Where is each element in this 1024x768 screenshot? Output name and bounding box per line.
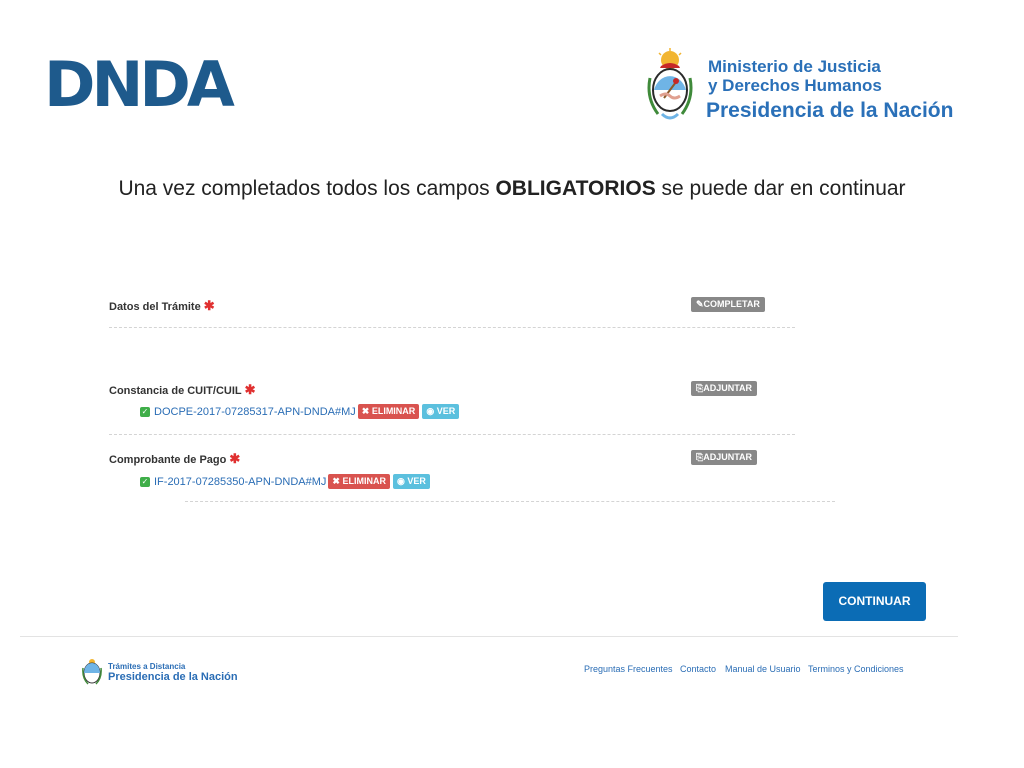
footer-logo[interactable] [82,658,242,688]
section-divider [185,501,835,502]
eye-icon: ◉ [396,476,405,487]
section-label-text: Datos del Trámite [109,301,201,313]
footer-link-manual-usuario[interactable]: Manual de Usuario [725,664,801,674]
argentina-seal-icon [646,48,694,126]
ver-button-pago[interactable] [393,474,430,489]
adjuntar-label: ADJUNTAR [703,383,753,393]
required-asterisk: ✱ [229,451,241,466]
document-link-pago[interactable]: IF-2017-07285350-APN-DNDA#MJ [154,475,327,488]
dnda-logo: DNDA [44,48,231,121]
section-label-constancia-cuit [109,382,256,398]
ver-button-cuit[interactable] [422,404,459,419]
footer-link-terminos-condiciones[interactable]: Terminos y Condiciones [808,664,904,674]
section-label-comprobante-pago [109,451,240,467]
section-label-text: Constancia de CUIT/CUIL [109,385,242,397]
eliminar-label: ELIMINAR [371,406,416,417]
attached-document-row [140,403,459,421]
eliminar-label: ELIMINAR [342,476,386,487]
paperclip-icon: ⎘ [696,383,704,393]
caption-text-before: Una vez completados todos los campos [118,177,496,200]
eliminar-button-pago[interactable] [328,474,390,489]
document-link-cuit[interactable]: DOCPE-2017-07285317-APN-DNDA#MJ [154,405,356,418]
checkbox-checked-icon: ✓ [141,406,149,416]
close-icon: ✖ [332,476,340,487]
eye-icon: ◉ [426,406,435,417]
caption-text-after: se puede dar en continuar [655,177,906,200]
paperclip-icon: ⎘ [696,452,704,462]
attached-document-row [140,473,430,491]
completar-label: COMPLETAR [703,299,760,309]
section-label-datos-tramite [109,298,215,314]
section-label-text: Comprobante de Pago [109,454,227,466]
continuar-button[interactable]: CONTINUAR [823,582,926,621]
ver-label: VER [407,476,426,487]
adjuntar-button-pago[interactable] [691,450,757,465]
adjuntar-button-cuit[interactable] [691,381,757,396]
footer-logo-line-1: Trámites a Distancia [108,662,186,671]
section-divider [109,434,795,435]
ministry-line-2: y Derechos Humanos [708,76,882,95]
required-asterisk: ✱ [203,298,215,313]
required-asterisk: ✱ [244,382,256,397]
ministry-line-1: Ministerio de Justicia [708,57,881,76]
footer-logo-line-2: Presidencia de la Nación [108,671,238,683]
ver-label: VER [436,406,456,417]
completar-button[interactable] [691,297,765,312]
section-divider [109,327,795,328]
pencil-icon: ✎ [696,299,704,309]
footer-link-contacto[interactable]: Contacto [680,664,717,674]
argentina-seal-icon [82,658,102,686]
eliminar-button-cuit[interactable] [358,404,420,419]
ministry-logo [646,48,991,128]
footer-link-preguntas-frecuentes[interactable]: Preguntas Frecuentes [584,664,673,674]
caption-text-bold: OBLIGATORIOS [495,177,656,200]
ministry-line-3: Presidencia de la Nación [706,99,954,122]
slide-caption [0,177,1024,201]
adjuntar-label: ADJUNTAR [703,452,753,462]
close-icon: ✖ [361,406,370,417]
footer-divider [20,636,958,637]
checkbox-checked-icon: ✓ [141,476,149,486]
